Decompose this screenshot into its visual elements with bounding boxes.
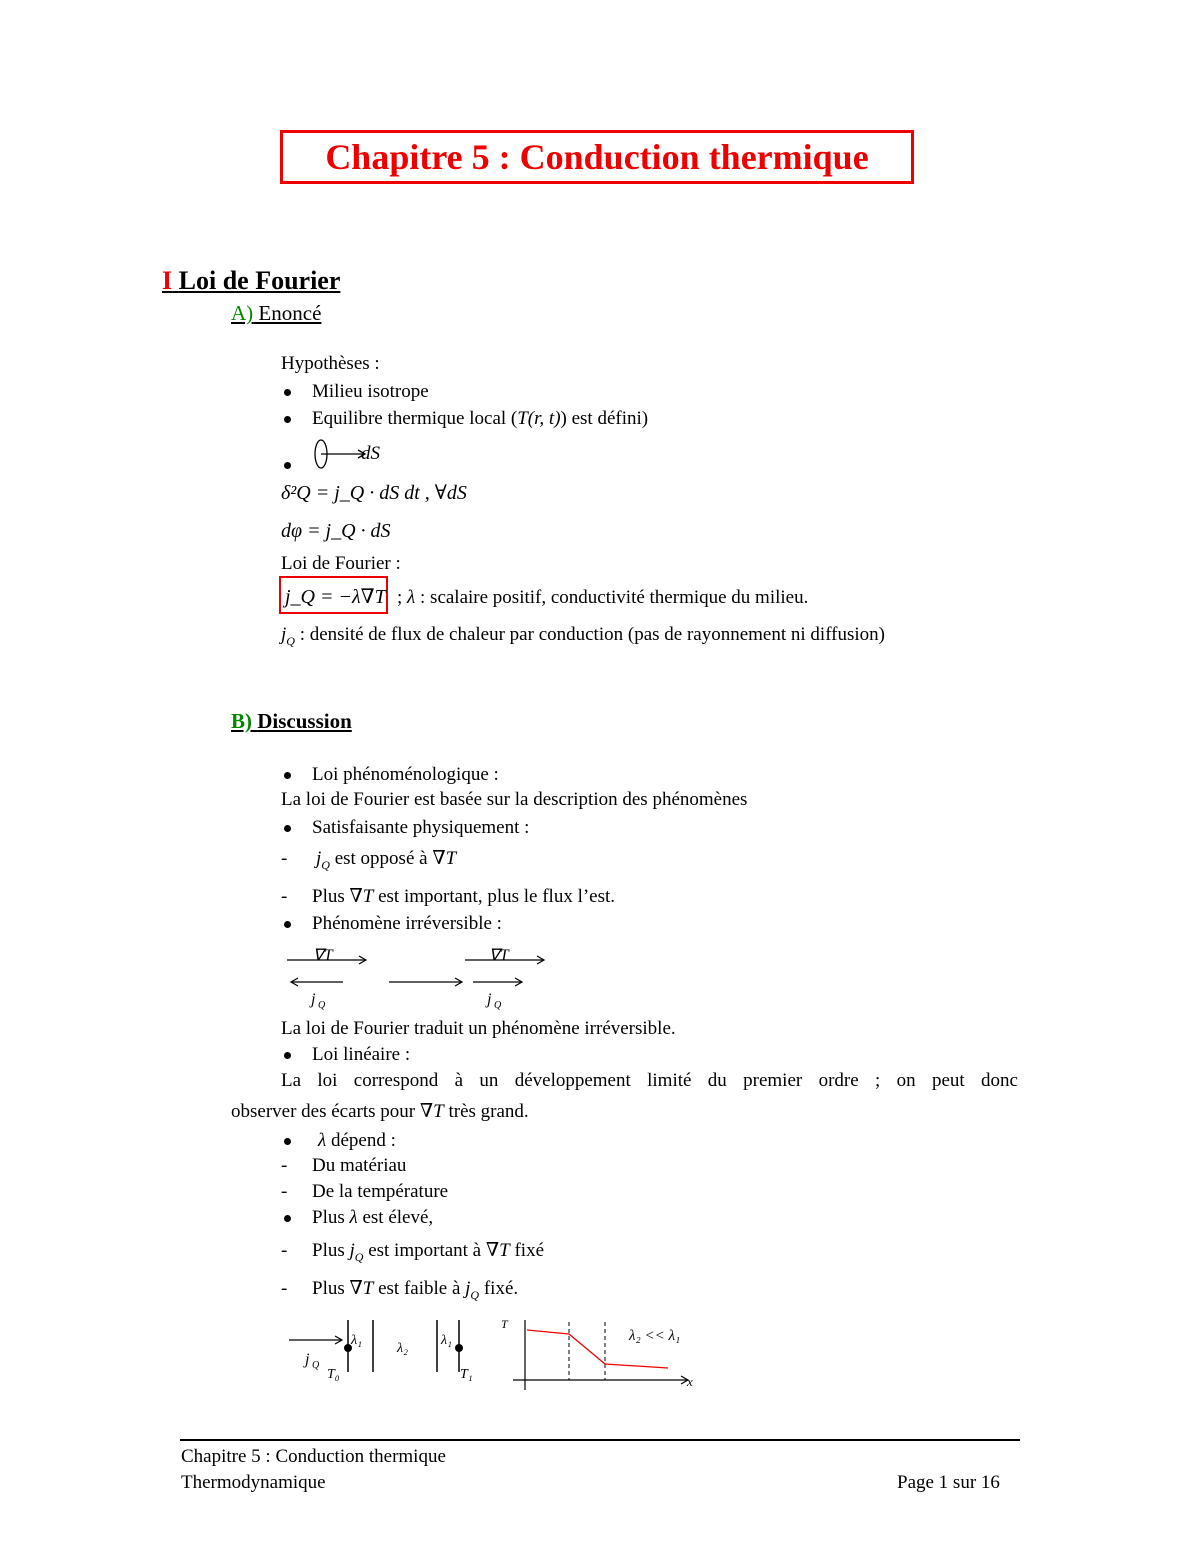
svg-text:Q: Q <box>494 1000 502 1011</box>
svg-text:∇T: ∇T <box>313 947 333 964</box>
subsection-b-heading <box>231 709 352 734</box>
hypothesis-2-prefix: Equilibre thermique local ( <box>312 408 518 429</box>
subsection-a-title: Enoncé <box>258 301 322 325</box>
discussion-item-2-line-2: Plus ∇T est important, plus le flux l’est. <box>312 886 616 907</box>
diagram-jq-label: j <box>305 1351 310 1368</box>
fourier-description <box>397 587 808 609</box>
fourier-separator: ; <box>397 587 403 608</box>
diagram-lambda1-left: λ₁ <box>351 1333 362 1348</box>
fourier-desc-text: : scalaire positif, conductivité thermique du milieu. <box>420 587 809 608</box>
b2-d1-text: est opposé à <box>334 848 428 869</box>
discussion-item-3: Phénomène irréversible : <box>312 913 502 934</box>
surface-element-label: dS <box>361 443 380 464</box>
diagram-lambda2: λ₂ <box>397 1341 408 1356</box>
dash-marker: - <box>281 886 288 907</box>
diagram-axis-x: x <box>687 1374 693 1389</box>
section-heading <box>162 266 340 296</box>
hypothesis-2-suffix: est défini) <box>571 408 649 429</box>
subsection-a-letter: A) <box>231 301 254 325</box>
discussion-item-6: Plus λ est élevé, <box>312 1207 434 1228</box>
discussion-item-5-line-1: Du matériau <box>312 1155 407 1176</box>
bullet-icon <box>284 1138 291 1145</box>
discussion-item-1: Loi phénoménologique : <box>312 764 499 785</box>
bullet-icon <box>284 1052 291 1059</box>
dash-marker: - <box>281 848 288 869</box>
bullet-icon <box>284 772 291 779</box>
diagram-axis-y: T <box>501 1317 508 1331</box>
fourier-label: Loi de Fourier : <box>281 553 401 574</box>
b6-d1-b: est important à <box>368 1240 482 1261</box>
b6-a: Plus <box>312 1207 345 1228</box>
svg-text:Q: Q <box>312 1360 320 1371</box>
subsection-b-title: Discussion <box>257 709 352 733</box>
chapter-title-box <box>280 130 914 184</box>
subsection-a-heading <box>231 301 321 326</box>
surface-element-icon <box>312 438 392 470</box>
dash-marker: - <box>281 1181 288 1202</box>
equation-flux: dφ = j_Q · dS <box>281 520 391 542</box>
discussion-item-6-line-1: Plus $j_Q$ est important à ∇T fixé <box>312 1240 545 1264</box>
hypothesis-2: Equilibre thermique local (T(r, t)) est défini) <box>312 408 649 429</box>
discussion-item-2-line-1: $j_Q$ est opposé à ∇T <box>316 848 457 872</box>
b4-text2-a: observer des écarts pour <box>231 1101 416 1122</box>
b6-d2-a: Plus <box>312 1278 345 1299</box>
b2-d2-a: Plus <box>312 886 345 907</box>
diagram-relation: λ₂ << λ₁ <box>629 1328 681 1344</box>
b5-text: dépend : <box>330 1130 396 1151</box>
hypotheses-label: Hypothèses : <box>281 353 380 374</box>
irreversibility-diagram <box>285 940 555 1012</box>
b6-d1-a: Plus <box>312 1240 345 1261</box>
svg-text:j: j <box>487 991 492 1008</box>
fourier-lambda: λ <box>407 587 416 608</box>
jq-desc-text: : densité de flux de chaleur par conduction (pas de rayonnement ni diffusion) <box>299 624 886 645</box>
hypothesis-1: Milieu isotrope <box>312 381 429 402</box>
diagram-lambda1-right: λ₁ <box>441 1333 452 1348</box>
bullet-icon <box>284 416 291 423</box>
b6-b: est élevé, <box>362 1207 434 1228</box>
jq-description: $j_Q$ : densité de flux de chaleur par conduction (pas de rayonnement ni diffusion) <box>281 624 886 648</box>
dash-marker: - <box>281 1278 288 1299</box>
bullet-icon <box>284 1215 291 1222</box>
discussion-item-4-text-1: La loi correspond à un développement limité du premier ordre ; on peut donc <box>281 1070 1018 1091</box>
section-number: I <box>162 266 173 295</box>
b6-d1-c: fixé <box>514 1240 545 1261</box>
svg-text:Q: Q <box>318 1000 326 1011</box>
svg-text:∇T: ∇T <box>489 947 509 964</box>
footer-page-number: Page 1 sur 16 <box>897 1472 1000 1493</box>
diagram-T0: T₀ <box>327 1367 340 1382</box>
svg-text:j: j <box>311 991 316 1008</box>
dash-marker: - <box>281 1240 288 1261</box>
hypothesis-2-math: T(r, t) <box>517 408 561 429</box>
b6-d2-c: fixé. <box>483 1278 519 1299</box>
bullet-icon <box>284 825 291 832</box>
discussion-item-5-line-2: De la température <box>312 1181 449 1202</box>
discussion-item-2: Satisfaisante physiquement : <box>312 817 530 838</box>
fourier-equation: j_Q = −λ∇T <box>285 586 386 608</box>
discussion-item-6-line-2: Plus ∇T est faible à $j_Q$ fixé. <box>312 1278 519 1302</box>
bullet-icon <box>284 921 291 928</box>
footer-rule <box>180 1439 1020 1441</box>
subsection-b-letter: B) <box>231 709 252 733</box>
bullet-icon <box>284 462 291 469</box>
footer-subject: Thermodynamique <box>181 1472 326 1493</box>
discussion-item-4-text-2: observer des écarts pour ∇T très grand. <box>231 1101 529 1122</box>
discussion-item-5: λ dépend : <box>318 1130 396 1151</box>
b4-text2-b: très grand. <box>448 1101 529 1122</box>
chapter-title: Chapitre 5 : Conduction thermique <box>325 137 869 177</box>
footer-chapter: Chapitre 5 : Conduction thermique <box>181 1446 446 1467</box>
discussion-item-3-text: La loi de Fourier traduit un phénomène irréversible. <box>281 1018 676 1039</box>
conduction-diagram <box>285 1312 705 1394</box>
equation-heat: δ²Q = j_Q · dS dt , ∀dS <box>281 482 467 504</box>
bullet-icon <box>284 389 291 396</box>
discussion-item-4: Loi linéaire : <box>312 1044 411 1065</box>
discussion-item-1-text: La loi de Fourier est basée sur la description des phénomènes <box>281 789 748 810</box>
b6-d2-b: est faible à <box>378 1278 461 1299</box>
dash-marker: - <box>281 1155 288 1176</box>
diagram-T1: T₁ <box>460 1367 473 1382</box>
section-title: Loi de Fourier <box>178 266 341 295</box>
b2-d2-b: est important, plus le flux l’est. <box>378 886 616 907</box>
